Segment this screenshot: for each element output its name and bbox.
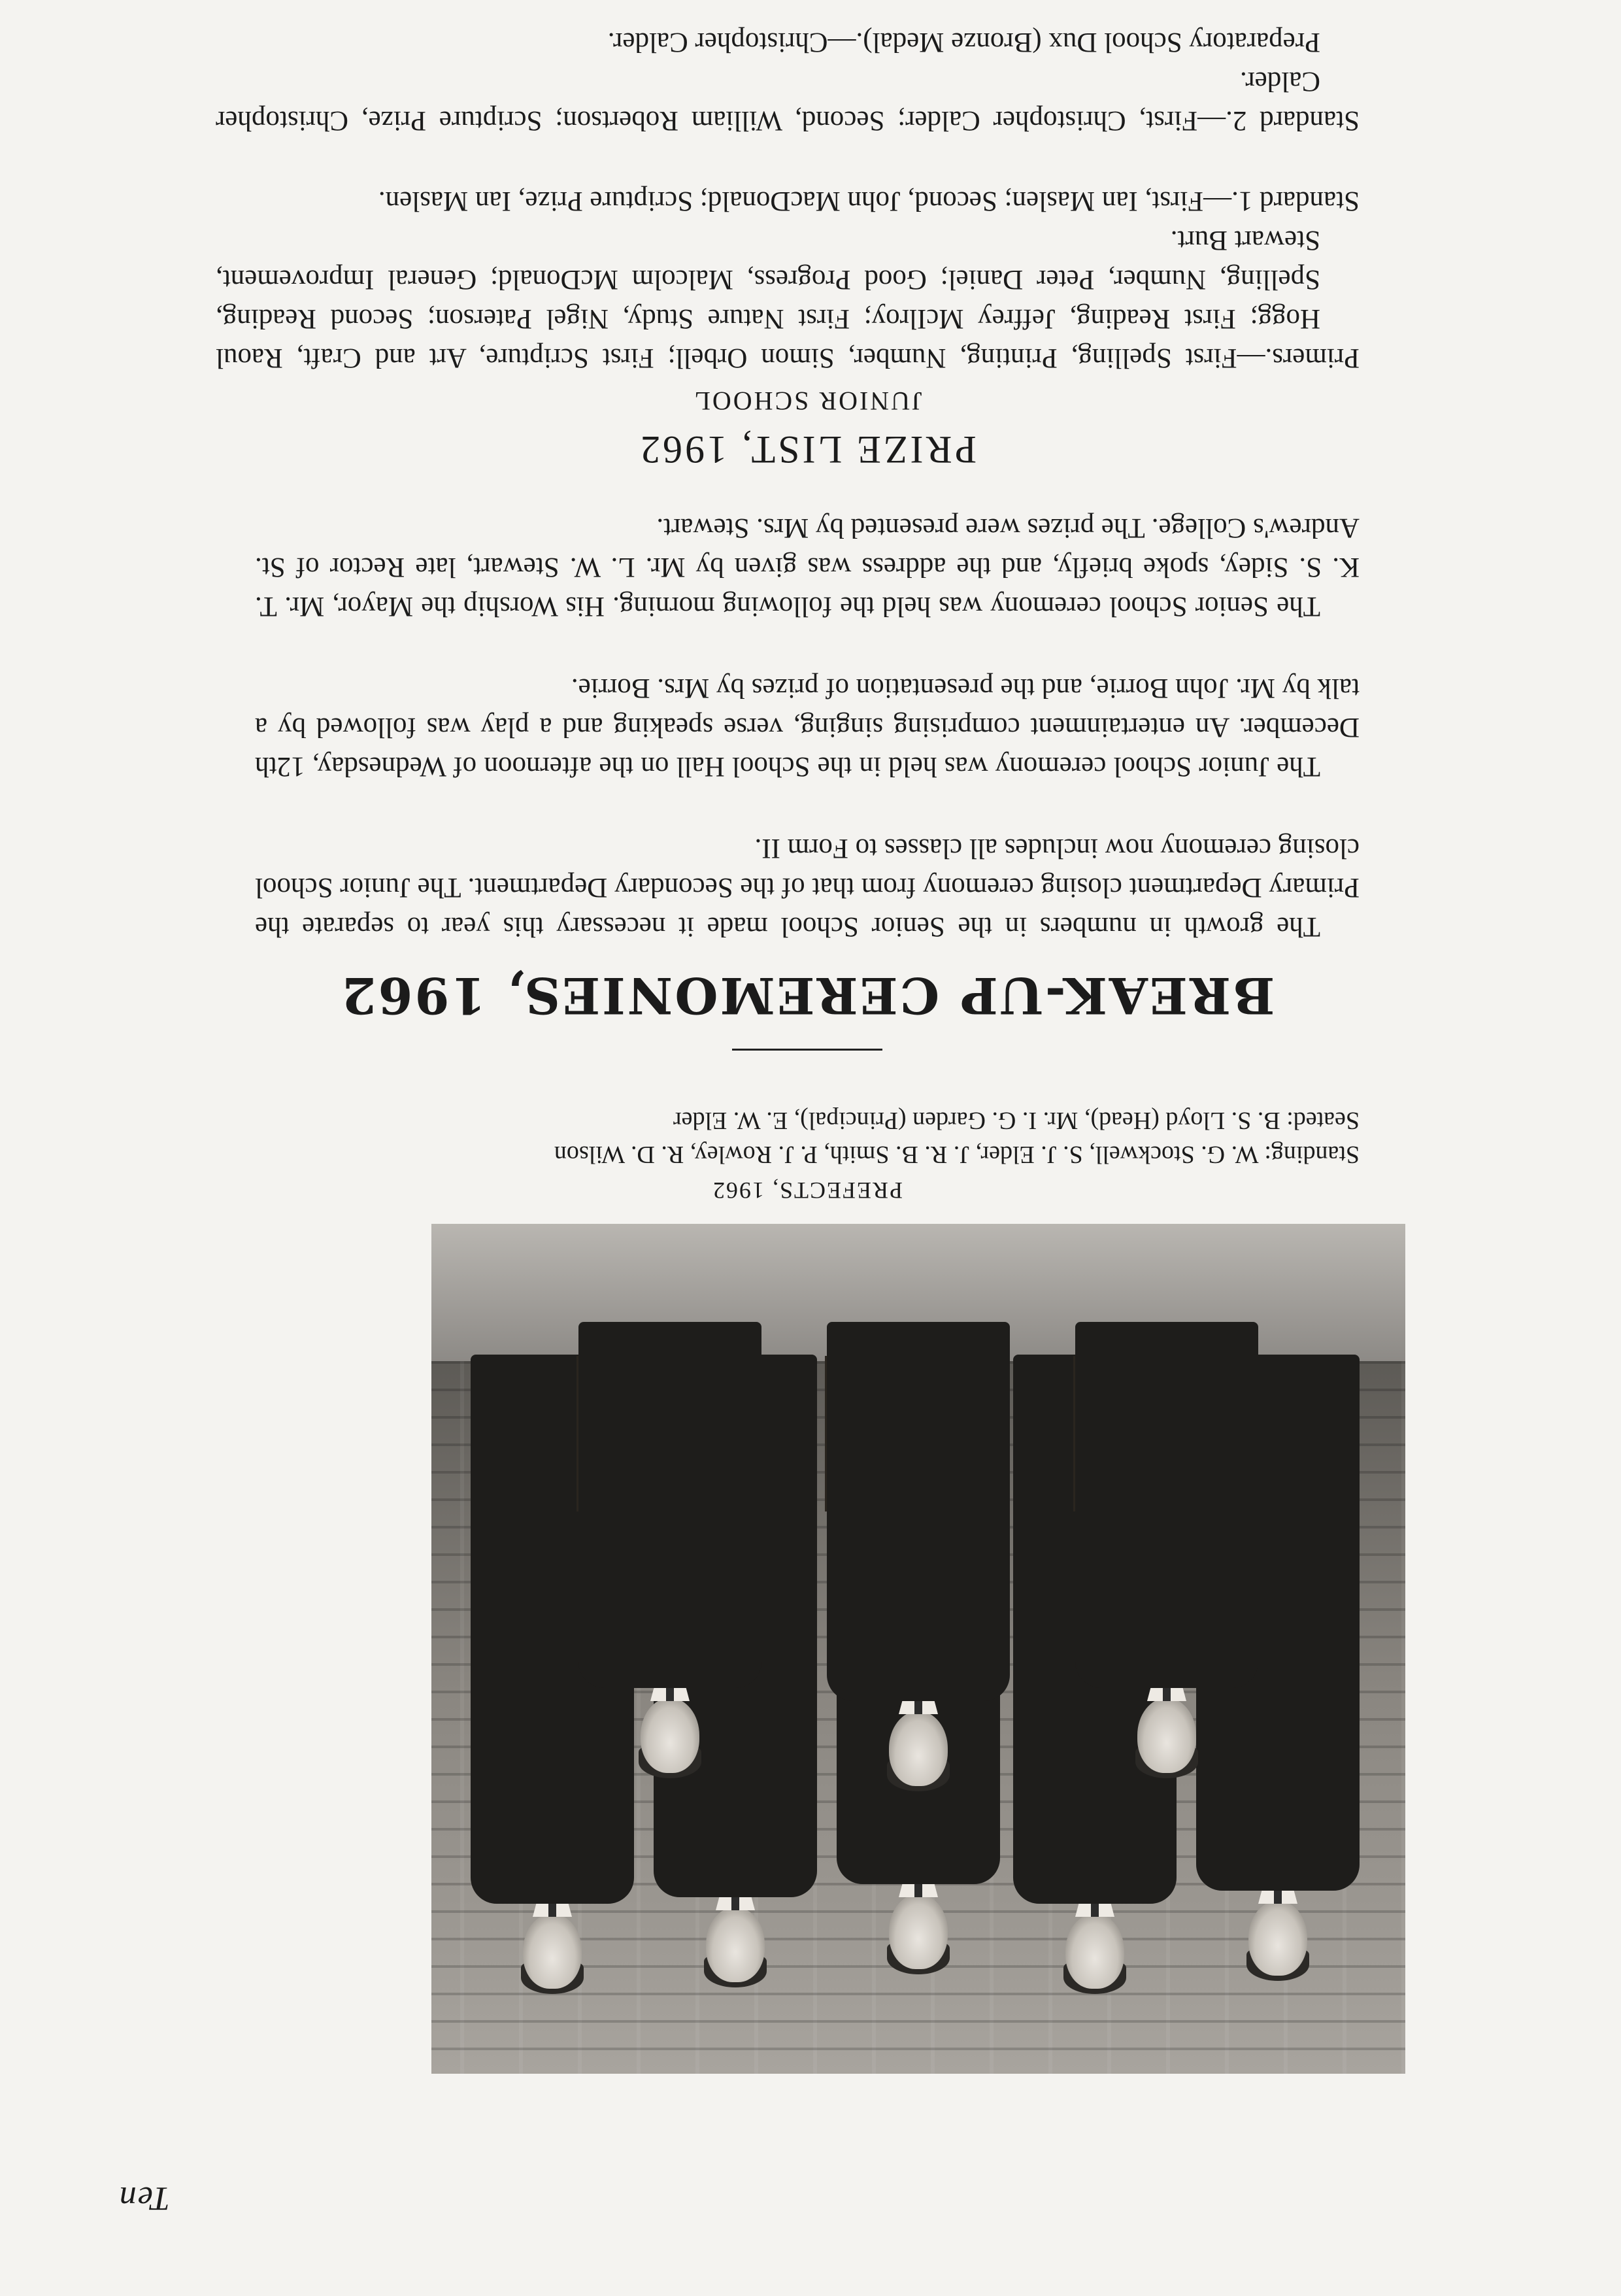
prize-entry: Standard 2.—First, Christopher Calder; Second, William Robertson; Scripture Prize, Christopher Calder. xyxy=(216,66,1360,136)
prize-entry: Standard 1.—First, Ian Maslen; Second, John MacDonald; Scripture Prize, Ian Maslen. xyxy=(378,186,1360,216)
page-number: Ten xyxy=(118,2180,170,2217)
prize-list-subtitle: JUNIOR SCHOOL xyxy=(692,386,922,416)
divider-rule xyxy=(732,1049,882,1051)
prize-entry: Primers.—First Spelling, Printing, Number, Simon Orbell; First Scripture, Art and Craft, Raoul Hogg; First Reading, Jeffrey McIlroy; First Nature Study, Nigel Paterson; Second Reading, Spelling, Number, Peter Daniel; Good Progress, Malcolm McDonald; General Improvement, Stewart Burt. xyxy=(216,225,1360,373)
article-paragraph: The Junior School ceremony was held in the School Hall on the afternoon of Wednesday, 12th December. An entertainment comprising singing, verse speaking and a play was followed by a talk by Mr. John Borrie, and the presentation of prizes by Mrs. Borrie. xyxy=(255,673,1360,782)
prize-list-title: PRIZE LIST, 1962 xyxy=(638,428,977,471)
article-paragraph: The growth in numbers in the Senior School made it necessary this year to separate the Primary Department closing ceremony from that of the Secondary Department. The Junior School closing ceremony now includes all classes to Form II. xyxy=(255,833,1360,942)
prize-entry: Preparatory School Dux (Bronze Medal).—Christopher Calder. xyxy=(607,27,1320,58)
article-paragraph: The Senior School ceremony was held the following morning. His Worship the Mayor, Mr. T. K. S. Sidey, spoke briefly, and the address was given by Mr. L. W. Stewart, late Rector of St. Andrew's College. The prizes were presented by Mrs. Stewart. xyxy=(255,513,1360,622)
prefects-photo xyxy=(431,1224,1405,2074)
photo-caption-seated: Seated: B. S. Lloyd (Head), Mr. I. G. Garden (Principal), E. W. Elder xyxy=(673,1107,1360,1134)
photo-caption-standing: Standing: W. G. Stockwell, S. J. Elder, J. R. B. Smith, P. J. Rowley, R. D. Wilson xyxy=(554,1141,1360,1168)
photo-caption-title: PREFECTS, 1962 xyxy=(711,1177,903,1204)
article-title: BREAK-UP CEREMONIES, 1962 xyxy=(339,966,1275,1024)
